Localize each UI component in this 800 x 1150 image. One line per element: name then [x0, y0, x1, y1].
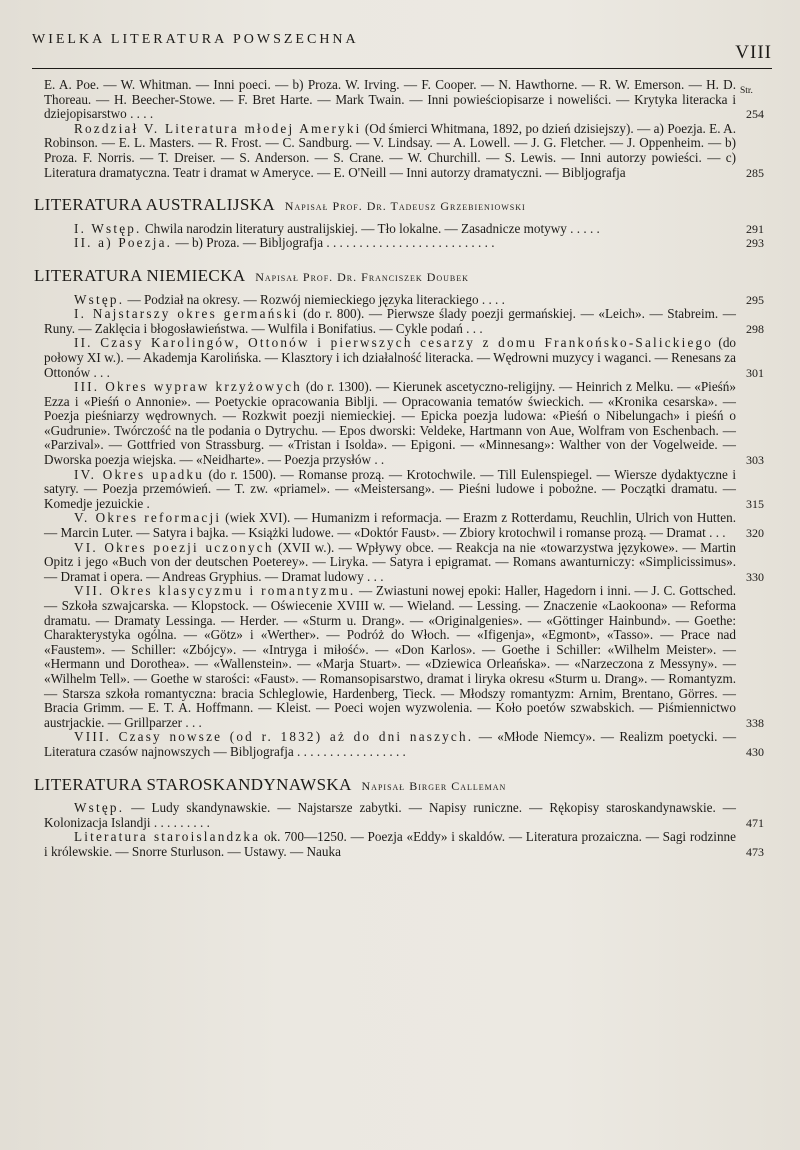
- table-of-contents: [34, 77, 766, 860]
- entry-text: (Od śmierci Whitmana, 1892, po dzień dzisiejszy). — a) Poezja. E. A. Robinson. — E. L. Masters. — R. Frost. — C. Sandburg. — V. Lindsay. — A. Lowell. — J. G. Fletcher. — J. Oppenheim. — b) Proza. F. Norris. — T. Dreiser. — S. Anderson. — S. Crane. — W. Churchill. — S. Lewis. — Inni autorzy powieści. — c) Literatura dramatyczna. Teatr i dramat w Ameryce. — E. O'Neill — Inni autorzy dramatyczni. — Bibljografja: [44, 120, 737, 180]
- toc-entry: II. a) Poezja. — b) Proza. — Bibljografja . . . . . . . . . . . . . . . . . . . . . . . . . . 293: [74, 235, 764, 251]
- section-author: [362, 779, 507, 793]
- entry-lead: Literatura staroislandzka: [74, 829, 261, 845]
- entry-lead: II. a) Poezja.: [74, 235, 173, 251]
- section-title: LITERATURA NIEMIECKA: [34, 265, 245, 285]
- entry-lead: II. Czasy Karolingów, Ottonów i pierwszych cesarzy z domu Frankońsko-Salickiego: [74, 335, 714, 351]
- entry-lead: Rozdział V. Literatura młodej Ameryki: [74, 120, 362, 136]
- section-author: [285, 199, 526, 213]
- author-name: Prof. Dr. Franciszek Doubek: [302, 269, 469, 284]
- running-title: WIELKA LITERATURA POWSZECHNA: [32, 32, 359, 47]
- author-name: Birger Calleman: [409, 778, 507, 793]
- entry-lead: IV. Okres upadku: [74, 466, 204, 482]
- section-title: LITERATURA AUSTRALIJSKA: [34, 195, 275, 215]
- toc-entry: E. A. Poe. — W. Whitman. — Inni poeci. — b) Proza. W. Irving. — F. Cooper. — N. Hawthorne. — R. W. Emerson. — H. D. Thoreau. — H. Beecher-Stowe. — F. Bret Harte. — Mark Twain. — Inni powieściopisarze i noweliści. — Krytyka literacka i dziejopisarstwo . . . . 254: [44, 77, 764, 122]
- entry-page: 291: [746, 221, 764, 236]
- entry-page: 293: [746, 236, 764, 251]
- entry-text: (do r. 1300). — Kierunek ascetyczno-religijny. — Heinrich z Melku. — «Pieśń» Ezza i «Pieśń o Annonie». — Poetyckie opracowania Biblji. — Opracowania tematów świeckich. — «Kronika cesarska». — Poezja pieśniarzy wędrownych. — Rozkwit poezji niemieckiej. — Epicka poezja ludowa: «Pieśń o Nibelungach» i pieśń o «Gudrunie». Twórczość na tle podania o Dytrychu. — Epos dworski: Veldeke, Hartmann von Aue, Wolfram von Eschenbach. — «Parzival». — Gottfried von Strassburg. — «Tristan i Isolda». — Epigoni. — «Minnesang»: Walther von der Vogelweide. — Dworska poezja wiejska. — «Neidharte». — Poezja przysłów: [44, 379, 736, 468]
- entry-page: 301: [746, 365, 764, 380]
- entry-text: Chwila narodzin literatury australijskiej. — Tło lokalne. — Zasadnicze motywy: [144, 220, 567, 236]
- entry-page: 298: [746, 321, 764, 336]
- entry-lead: III. Okres wypraw krzyżowych: [74, 379, 302, 395]
- toc-entry: Wstęp. — Ludy skandynawskie. — Najstarsze zabytki. — Napisy runiczne. — Rękopisy staroskandynawskie. — Kolonizacja Islandji . . . . . . . . . 471: [44, 800, 764, 830]
- entry-page: 473: [746, 844, 764, 859]
- entry-text: (do r. 800). — Pierwsze ślady poezji germańskiej. — «Leich». — Stabreim. — Runy. — Zaklęcia i błogosławieństwa. — Wulfila i Bonifatius. — Cykle podań: [44, 306, 736, 336]
- section-title: LITERATURA STAROSKANDYNAWSKA: [34, 774, 351, 794]
- entry-text: (XVII w.). — Wpływy obce. — Reakcja na nie «towarzystwa językowe». — Martin Opitz i jego «Buch von der deutschen Poeterey». — Liryka. — Satyra i epigramat. — Romans awanturniczy: «Simplicissimus». — Dramat i opera. — Andreas Gryphius. — Dramat ludowy: [44, 539, 736, 584]
- toc-entry: VIII. Czasy nowsze (od r. 1832) aż do dni naszych. — «Młode Niemcy». — Realizm poetycki. — Literatura czasów najnowszych — Bibljografja . . . . . . . . . . . . . . . . . 430: [44, 729, 764, 759]
- entry-lead: VIII. Czasy nowsze (od r. 1832) aż do dni naszych.: [74, 729, 474, 745]
- toc-entry: III. Okres wypraw krzyżowych (do r. 1300). — Kierunek ascetyczno-religijny. — Heinrich z Melku. — «Pieśń» Ezza i «Pieśń o Annonie». — Poetyckie opracowania Biblji. — Opracowania tematów świeckich. — «Kronika cesarska». — Poezja pieśniarzy wędrownych. — Rozkwit poezji niemieckiej. — Epicka poezja ludowa: «Pieśń o Nibelungach» i pieśń o «Gudrunie». Twórczość na tle podania o Dytrychu. — Epos dworski: Veldeke, Hartmann von Aue, Wolfram von Eschenbach. — «Parzival». — Gottfried von Strassburg. — «Tristan i Isolda». — Epigoni. — «Minnesang»: Walther von der Vogelweide. — Dworska poezja wiejska. — «Neidharte». — Poezja przysłów . . 303: [44, 379, 764, 468]
- str-column-label: Str.: [740, 86, 753, 96]
- entry-text: E. A. Poe. — W. Whitman. — Inni poeci. — b) Proza. W. Irving. — F. Cooper. — N. Hawthorne. — R. W. Emerson. — H. D. Thoreau. — H. Beecher-Stowe. — F. Bret Harte. — Mark Twain. — Inni powieściopisarze i noweliści. — Krytyka literacka i dziejopisarstwo: [44, 77, 736, 122]
- toc-entry: [44, 829, 764, 859]
- toc-entry: II. Czasy Karolingów, Ottonów i pierwszych cesarzy z domu Frankońsko-Salickiego (do połowy XI w.). — Akademja Karolińska. — Klasztory i ich działalność literacka. — Wędrowni muzycy i waganci. — Renesans za Ottonów . . . 301: [44, 335, 764, 380]
- entry-text: — Podział na okresy. — Rozwój niemieckiego języka literackiego: [127, 291, 479, 307]
- toc-entry: I. Najstarszy okres germański (do r. 800). — Pierwsze ślady poezji germańskiej. — «Leich». — Stabreim. — Runy. — Zaklęcia i błogosławieństwa. — Wulfila i Bonifatius. — Cykle podań . . . 298: [44, 306, 764, 336]
- entry-page: 430: [746, 744, 764, 759]
- entry-page: 285: [746, 165, 764, 180]
- entry-text: (wiek XVI). — Humanizm i reformacja. — Erazm z Rotterdamu, Reuchlin, Ulrich von Hutten. — Marcin Luter. — Satyra i bajka. — Książki ludowe. — «Doktór Faust». — Zbiory krotochwil i romanse prozą. — Dramat: [44, 510, 737, 541]
- toc-section-australian: [34, 195, 766, 251]
- toc-section-american-continued: [44, 78, 766, 180]
- entry-text: — Zwiastuni nowej epoki: Haller, Hagedorn i inni. — J. C. Gottsched. — Szkoła szwajcarska. — Klopstock. — Oświecenie XVIII w. — Wieland. — Lessing. — Znaczenie «Laokoona» — Reforma dramatu. — Dramaty Lessinga. — Herder. — «Sturm u. Drang». — «Originalgenies». — «Göttinger Hainbund». — Goethe: Charakterystyka ogólna. — «Götz» i «Werther». — Podróż do Włoch. — «Ifigenja», «Egmont», «Tasso». — Prace nad «Faustem». — Schiller: «Zbójcy». — «Intryga i miłość». — «Don Karlos». — Goethe i Schiller: «Wilhelm Meister». — «Hermann und Dorothea». — «Wallenstein». — «Marja Stuart». — «Dziewica Orleańska». — «Narzeczona z Messyny». — «Wilhelm Tell». — Goethe w starości: «Faust». — Romansopisarstwo, dramat i liryka okresu «Sturm u. Drang». — Romantyzm. — Starsza szkoła romantyczna: bracia Schleglowie, Hardenberg, Tieck. — Młodszy romantyzm: Arnim, Brentano, Görres. — Bracia Grimm. — E. T. A. Hoffmann. — Kleist. — Poeci wojen wyzwolenia. — Koło poetów szwabskich. — Piśmiennictwo austrjackie. — Grillparzer: [44, 583, 736, 730]
- page-number: VIII: [735, 42, 772, 63]
- entry-page: 254: [746, 107, 764, 122]
- toc-entry: [44, 120, 764, 180]
- entry-lead: I. Wstęp.: [74, 220, 142, 236]
- toc-entry: Wstęp. — Podział na okresy. — Rozwój niemieckiego języka literackiego . . . . 295: [74, 291, 764, 307]
- section-author: [255, 270, 469, 284]
- author-label: Napisał: [284, 199, 329, 214]
- entry-lead: I. Najstarszy okres germański: [74, 306, 299, 322]
- entry-page: 315: [746, 496, 764, 511]
- toc-section-german: [34, 265, 766, 760]
- entry-page: 338: [746, 715, 764, 730]
- header-rule: [32, 68, 772, 69]
- toc-entry: VII. Okres klasycyzmu i romantyzmu. — Zwiastuni nowej epoki: Haller, Hagedorn i inni. — J. C. Gottsched. — Szkoła szwajcarska. — Klopstock. — Oświecenie XVIII w. — Wieland. — Lessing. — Znaczenie «Laokoona» — Reforma dramatu. — Dramaty Lessinga. — Herder. — «Sturm u. Drang». — «Originalgenies». — «Göttinger Hainbund». — Goethe: Charakterystyka ogólna. — «Götz» i «Werther». — Podróż do Włoch. — «Ifigenja», «Egmont», «Tasso». — Prace nad «Faustem». — Schiller: «Zbójcy». — «Intryga i miłość». — «Don Karlos». — Goethe i Schiller: «Wilhelm Meister». — «Hermann und Dorothea». — «Wallenstein». — «Marja Stuart». — «Dziewica Orleańska». — «Narzeczona z Messyny». — «Wilhelm Tell». — Goethe w starości: «Faust». — Romansopisarstwo, dramat i liryka okresu «Sturm u. Drang». — Romantyzm. — Starsza szkoła romantyczna: bracia Schleglowie, Hardenberg, Tieck. — Młodszy romantyzm: Arnim, Brentano, Görres. — Bracia Grimm. — E. T. A. Hoffmann. — Kleist. — Poeci wojen wyzwolenia. — Koło poetów szwabskich. — Piśmiennictwo austrjackie. — Grillparzer . . . 338: [44, 583, 764, 730]
- section-heading: [34, 195, 766, 215]
- entry-page: 303: [746, 453, 764, 468]
- toc-section-old-scandinavian: [34, 774, 766, 860]
- entry-page: 330: [746, 569, 764, 584]
- entry-text: ok. 700—1250. — Poezja «Eddy» i skaldów. — Literatura prozaiczna. — Sagi rodzinne i królewskie. — Snorre Sturluson. — Ustawy. — Nauka: [44, 829, 737, 859]
- author-label: Napisał: [255, 269, 299, 284]
- author-label: Napisał: [361, 778, 406, 793]
- entry-text: (do r. 1500). — Romanse prozą. — Krotochwile. — Till Eulenspiegel. — Wiersze dydaktyczne i satyry. — Poezja przemówień. — T. zw. «priamel». — «Meistersang». — Pieśni ludowe i pobożne. — Początki dramatu. — Komedje jezuickie: [44, 466, 737, 511]
- entry-page: 471: [746, 815, 764, 830]
- section-heading: [34, 265, 766, 285]
- toc-entry: IV. Okres upadku (do r. 1500). — Romanse prozą. — Krotochwile. — Till Eulenspiegel. — Wiersze dydaktyczne i satyry. — Poezja przemówień. — T. zw. «priamel». — «Meistersang». — Pieśni ludowe i pobożne. — Początki dramatu. — Komedje jezuickie . 315: [44, 466, 764, 511]
- entry-text: — «Młode Niemcy». — Realizm poetycki. — Literatura czasów najnowszych — Bibljografja: [44, 729, 737, 759]
- running-header: [32, 30, 772, 70]
- entry-text: (do połowy XI w.). — Akademja Karolińska. — Klasztory i ich działalność literacka. — Wędrowni muzycy i waganci. — Renesans za Ottonów: [44, 335, 737, 380]
- section-heading: [34, 774, 766, 794]
- author-name: Prof. Dr. Tadeusz Grzebieniowski: [332, 199, 526, 214]
- entry-lead: VII. Okres klasycyzmu i romantyzmu.: [74, 583, 356, 599]
- entry-lead: V. Okres reformacji: [74, 510, 222, 526]
- toc-entry: VI. Okres poezji uczonych (XVII w.). — Wpływy obce. — Reakcja na nie «towarzystwa językowe». — Martin Opitz i jego «Buch von der deutschen Poeterey». — Liryka. — Satyra i epigramat. — Romans awanturniczy: «Simplicissimus». — Dramat i opera. — Andreas Gryphius. — Dramat ludowy . . . 330: [44, 539, 764, 584]
- entry-lead: Wstęp.: [74, 291, 125, 307]
- entry-text: — Ludy skandynawskie. — Najstarsze zabytki. — Napisy runiczne. — Rękopisy staroskandynawskie. — Kolonizacja Islandji: [44, 800, 736, 830]
- entry-page: 320: [746, 526, 764, 541]
- entry-lead: Wstęp.: [74, 800, 125, 816]
- toc-entry: I. Wstęp. Chwila narodzin literatury australijskiej. — Tło lokalne. — Zasadnicze motywy . . . . . 291: [74, 220, 764, 236]
- toc-entry: V. Okres reformacji (wiek XVI). — Humanizm i reformacja. — Erazm z Rotterdamu, Reuchlin, Ulrich von Hutten. — Marcin Luter. — Satyra i bajka. — Książki ludowe. — «Doktór Faust». — Zbiory krotochwil i romanse prozą. — Dramat . . . 320: [44, 510, 764, 541]
- entry-page: 295: [746, 292, 764, 307]
- entry-lead: VI. Okres poezji uczonych: [74, 539, 274, 555]
- entry-text: — b) Proza. — Bibljografja: [175, 235, 324, 251]
